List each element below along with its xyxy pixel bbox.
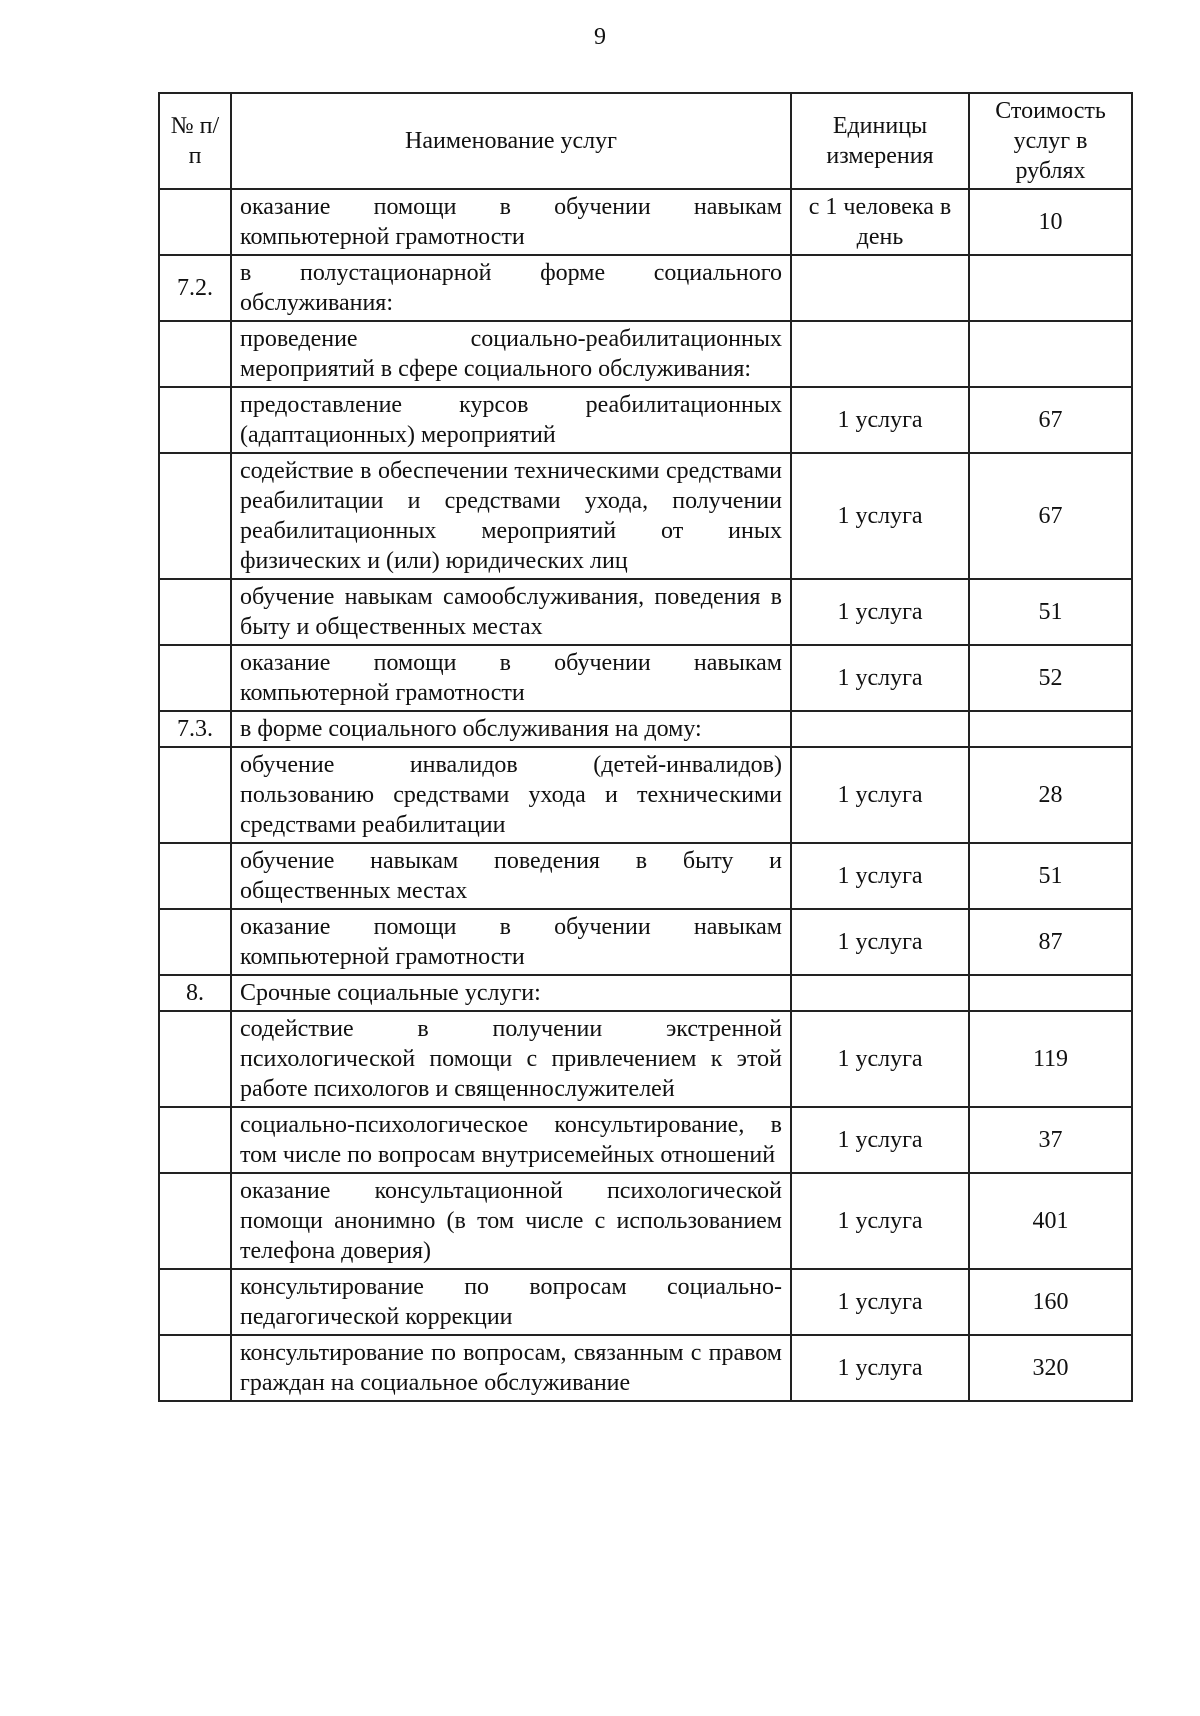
table-row [159, 1269, 1132, 1335]
row-number-cell [159, 321, 231, 387]
unit-cell: 1 услуга [791, 645, 969, 711]
unit-cell: 1 услуга [791, 1173, 969, 1269]
unit-cell: 1 услуга [791, 1335, 969, 1401]
unit-cell [791, 321, 969, 387]
table-header [159, 93, 1132, 189]
cost-cell: 37 [969, 1107, 1132, 1173]
service-name-cell: оказание помощи в обучении навыкам компьютерной грамотности [231, 909, 791, 975]
unit-cell: с 1 человека в день [791, 189, 969, 255]
row-number-cell: 7.2. [159, 255, 231, 321]
service-name-cell: консультирование по вопросам социально-педагогической коррекции [231, 1269, 791, 1335]
table-row [159, 1107, 1132, 1173]
row-number-cell [159, 909, 231, 975]
table-body [159, 189, 1132, 1401]
cost-cell: 87 [969, 909, 1132, 975]
unit-cell [791, 255, 969, 321]
service-name-cell: оказание консультационной психологической помощи анонимно (в том числе с использованием телефона доверия) [231, 1173, 791, 1269]
service-name-cell: содействие в получении экстренной психологической помощи с привлечением к этой работе психологов и священнослужителей [231, 1011, 791, 1107]
service-name-cell: обучение навыкам поведения в быту и общественных местах [231, 843, 791, 909]
row-number-cell [159, 645, 231, 711]
table-row [159, 1335, 1132, 1401]
cost-cell: 160 [969, 1269, 1132, 1335]
service-name-cell: социально-психологическое консультирование, в том числе по вопросам внутрисемейных отношений [231, 1107, 791, 1173]
cost-cell: 52 [969, 645, 1132, 711]
row-number-cell [159, 1335, 231, 1401]
row-number-cell [159, 387, 231, 453]
unit-cell: 1 услуга [791, 1107, 969, 1173]
header-name: Наименование услуг [231, 93, 791, 189]
services-table [158, 92, 1133, 1402]
cost-cell: 10 [969, 189, 1132, 255]
table-row [159, 747, 1132, 843]
row-number-cell [159, 453, 231, 579]
cost-cell [969, 975, 1132, 1011]
service-name-cell: в полустационарной форме социального обслуживания: [231, 255, 791, 321]
row-number-cell [159, 1107, 231, 1173]
cost-cell: 51 [969, 843, 1132, 909]
row-number-cell [159, 579, 231, 645]
service-name-cell: обучение навыкам самообслуживания, поведения в быту и общественных местах [231, 579, 791, 645]
header-unit: Единицы измерения [791, 93, 969, 189]
table-row [159, 645, 1132, 711]
row-number-cell [159, 843, 231, 909]
row-number-cell [159, 189, 231, 255]
row-number-cell [159, 1173, 231, 1269]
row-number-cell [159, 1269, 231, 1335]
cost-cell: 67 [969, 453, 1132, 579]
page-number: 9 [594, 24, 606, 50]
header-num: № п/п [159, 93, 231, 189]
cost-cell: 67 [969, 387, 1132, 453]
cost-cell: 401 [969, 1173, 1132, 1269]
table-row [159, 843, 1132, 909]
table-row [159, 975, 1132, 1011]
cost-cell: 28 [969, 747, 1132, 843]
row-number-cell [159, 747, 231, 843]
unit-cell: 1 услуга [791, 747, 969, 843]
cost-cell: 119 [969, 1011, 1132, 1107]
cost-cell [969, 255, 1132, 321]
table-row [159, 579, 1132, 645]
unit-cell: 1 услуга [791, 843, 969, 909]
table-row [159, 711, 1132, 747]
table-row [159, 909, 1132, 975]
unit-cell: 1 услуга [791, 387, 969, 453]
table-row [159, 453, 1132, 579]
service-name-cell: предоставление курсов реабилитационных (адаптационных) мероприятий [231, 387, 791, 453]
unit-cell: 1 услуга [791, 579, 969, 645]
unit-cell: 1 услуга [791, 1011, 969, 1107]
unit-cell [791, 975, 969, 1011]
table-row [159, 1173, 1132, 1269]
cost-cell: 51 [969, 579, 1132, 645]
cost-cell [969, 321, 1132, 387]
service-name-cell: оказание помощи в обучении навыкам компьютерной грамотности [231, 645, 791, 711]
unit-cell: 1 услуга [791, 453, 969, 579]
service-name-cell: содействие в обеспечении техническими средствами реабилитации и средствами ухода, получении реабилитационных мероприятий от иных физических и (или) юридических лиц [231, 453, 791, 579]
service-name-cell: консультирование по вопросам, связанным с правом граждан на социальное обслуживание [231, 1335, 791, 1401]
service-name-cell: проведение социально-реабилитационных мероприятий в сфере социального обслуживания: [231, 321, 791, 387]
unit-cell [791, 711, 969, 747]
service-name-cell: обучение инвалидов (детей-инвалидов) пользованию средствами ухода и техническими средствами реабилитации [231, 747, 791, 843]
row-number-cell: 8. [159, 975, 231, 1011]
service-name-cell: Срочные социальные услуги: [231, 975, 791, 1011]
cost-cell [969, 711, 1132, 747]
unit-cell: 1 услуга [791, 909, 969, 975]
unit-cell: 1 услуга [791, 1269, 969, 1335]
table-row [159, 321, 1132, 387]
cost-cell: 320 [969, 1335, 1132, 1401]
table-row [159, 189, 1132, 255]
service-name-cell: в форме социального обслуживания на дому: [231, 711, 791, 747]
table-row [159, 1011, 1132, 1107]
table-row [159, 387, 1132, 453]
service-name-cell: оказание помощи в обучении навыкам компьютерной грамотности [231, 189, 791, 255]
header-cost: Стоимость услуг в рублях [969, 93, 1132, 189]
row-number-cell [159, 1011, 231, 1107]
table-row [159, 255, 1132, 321]
row-number-cell: 7.3. [159, 711, 231, 747]
